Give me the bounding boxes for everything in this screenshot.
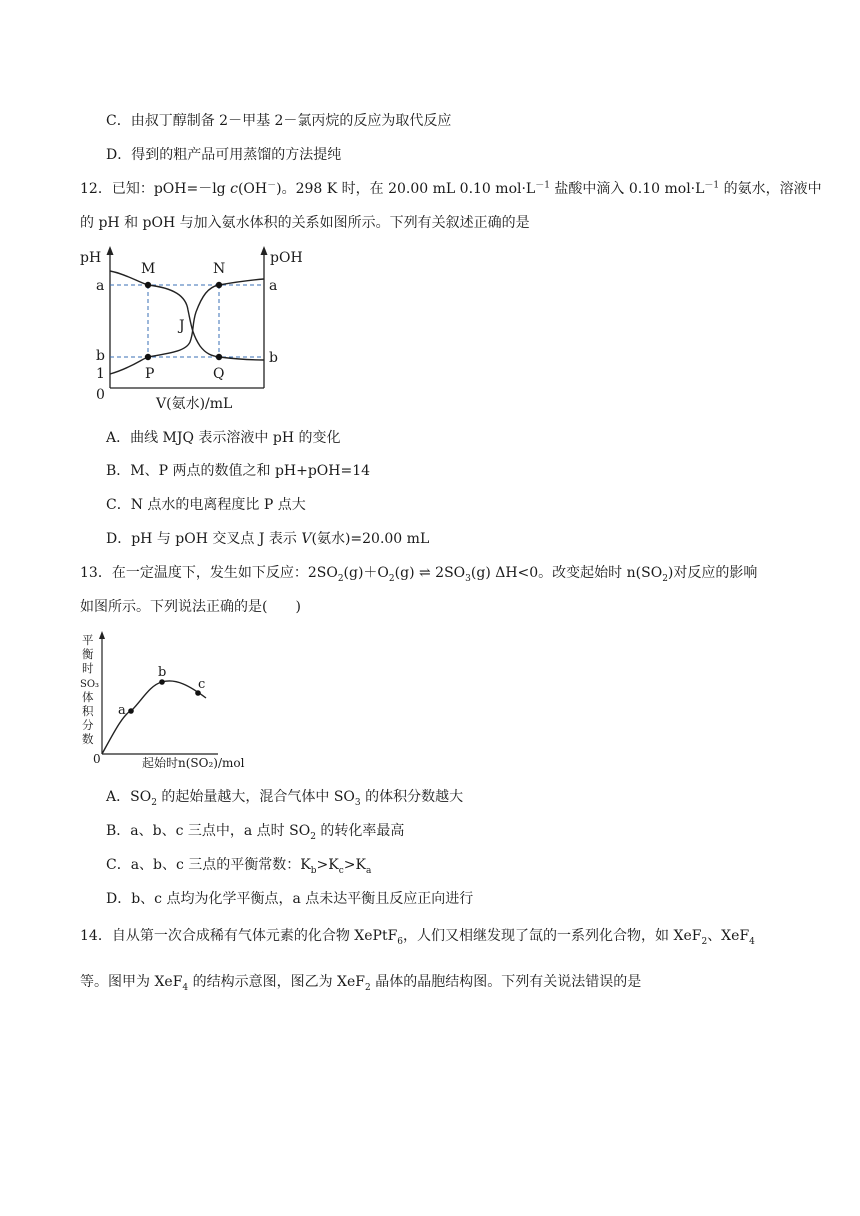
q12-stem-line1: 12．已知：pOH=－lg c(OH－)。298 K 时，在 20.00 mL 0.10 $mol\cdot L^{-1}$ 盐酸中滴入 0.10 $mol\cdot L^{-1}$ 的氨水，溶液中 bbox=[80, 180, 822, 197]
q12-point-n bbox=[216, 282, 222, 288]
q13-y-label-char: 数 bbox=[82, 732, 94, 746]
q12-stem-line2: 的 pH 和 pOH 与加入氨水体积的关系如图所示。下列有关叙述正确的是 bbox=[80, 215, 530, 231]
q12-number: 12． bbox=[80, 181, 112, 197]
q13-stem-line1: 13．在一定温度下，发生如下反应：$2SO_2(g)+O_2(g)$ ⇌ $2SO_3(g)$ ΔH<0。改变起始时 $n(SO_2)$对反应的影响 bbox=[80, 565, 758, 584]
q13-option-b: B．a、b、c 三点中，a 点时 $SO_2$ 的转化率最高 bbox=[106, 823, 405, 842]
q12-label-q: Q bbox=[213, 366, 225, 382]
q13-option-c: C．a、b、c 三点的平衡常数：$K_b>K_c>K_a$ bbox=[106, 857, 372, 876]
q13-y-label-char: 时 bbox=[82, 661, 94, 675]
q13-number: 13． bbox=[80, 565, 112, 581]
q13-label-b: b bbox=[158, 665, 167, 680]
q13-y-label bbox=[80, 633, 99, 746]
q12-label-b-right: b bbox=[269, 350, 278, 366]
q13-label-c: c bbox=[198, 677, 206, 692]
q13-y-label-char: 积 bbox=[82, 704, 94, 718]
q12-label-a-right: a bbox=[269, 278, 278, 294]
q14-stem-line1: 14．自从第一次合成稀有气体元素的化合物 XePtF$_6$，人们又相继发现了氙的一系列化合物，如 XeF$_2$、XeF$_4$ bbox=[80, 928, 755, 947]
q14-number: 14． bbox=[80, 928, 112, 944]
q12-label-j: J bbox=[179, 318, 185, 334]
q11-option-c: C．由叔丁醇制备 2－甲基 2－氯丙烷的反应为取代反应 bbox=[106, 113, 452, 129]
q13-y-axis-arrow bbox=[99, 631, 105, 639]
q13-y-label-char: 体 bbox=[82, 690, 94, 704]
q12-label-b-left: b bbox=[96, 348, 105, 364]
q13-origin: 0 bbox=[93, 752, 101, 766]
q12-tick-one: 1 bbox=[96, 366, 105, 382]
q13-point-a bbox=[128, 708, 134, 714]
q12-label-p: P bbox=[145, 366, 155, 382]
q13-y-label-char: SO₃ bbox=[80, 679, 100, 690]
q13-option-d: D．b、c 点均为化学平衡点，a 点未达平衡且反应正向进行 bbox=[106, 891, 474, 907]
q13-label-a: a bbox=[118, 703, 126, 718]
q13-y-label-char: 衡 bbox=[82, 647, 94, 661]
q12-option-c: C．N 点水的电离程度比 P 点大 bbox=[106, 497, 306, 513]
q12-left-axis-arrow bbox=[107, 246, 114, 255]
q12-point-m bbox=[145, 282, 151, 288]
q13-y-label-char: 分 bbox=[82, 718, 94, 732]
q12-option-a: A．曲线 MJQ 表示溶液中 pH 的变化 bbox=[106, 430, 341, 446]
q12-y-left-label: pH bbox=[80, 250, 102, 266]
q12-right-axis-arrow bbox=[261, 246, 268, 255]
q12-option-d: D．pH 与 pOH 交叉点 J 表示 V(氨水)=20.00 mL bbox=[106, 531, 430, 547]
q13-y-label-char: 平 bbox=[82, 633, 94, 647]
q14-stem-line2: 等。图甲为 XeF$_4$ 的结构示意图，图乙为 XeF$_2$ 晶体的晶胞结构图。下列有关说法错误的是 bbox=[80, 974, 642, 993]
q12-origin: 0 bbox=[96, 387, 105, 403]
q11-option-d: D．得到的粗产品可用蒸馏的方法提纯 bbox=[106, 147, 342, 163]
q12-label-m: M bbox=[141, 261, 156, 277]
q13-option-a: A．$SO_2$ 的起始量越大，混合气体中 $SO_3$ 的体积分数越大 bbox=[106, 789, 464, 808]
q13-figure bbox=[78, 630, 258, 775]
q12-label-n: N bbox=[213, 261, 226, 277]
q12-option-b: B．M、P 两点的数值之和 pH+pOH=14 bbox=[106, 463, 371, 479]
q13-x-label: 起始时n(SO₂)/mol bbox=[142, 756, 245, 770]
q12-x-label: V(氨水)/mL bbox=[156, 396, 233, 412]
q12-y-right-label: pOH bbox=[270, 250, 303, 266]
q12-point-q bbox=[216, 354, 222, 360]
q13-point-b bbox=[159, 679, 165, 685]
q12-point-p bbox=[145, 354, 151, 360]
q12-label-a-left: a bbox=[96, 278, 105, 294]
q12-figure bbox=[76, 244, 316, 414]
q13-stem-line2: 如图所示。下列说法正确的是( ) bbox=[80, 599, 301, 615]
